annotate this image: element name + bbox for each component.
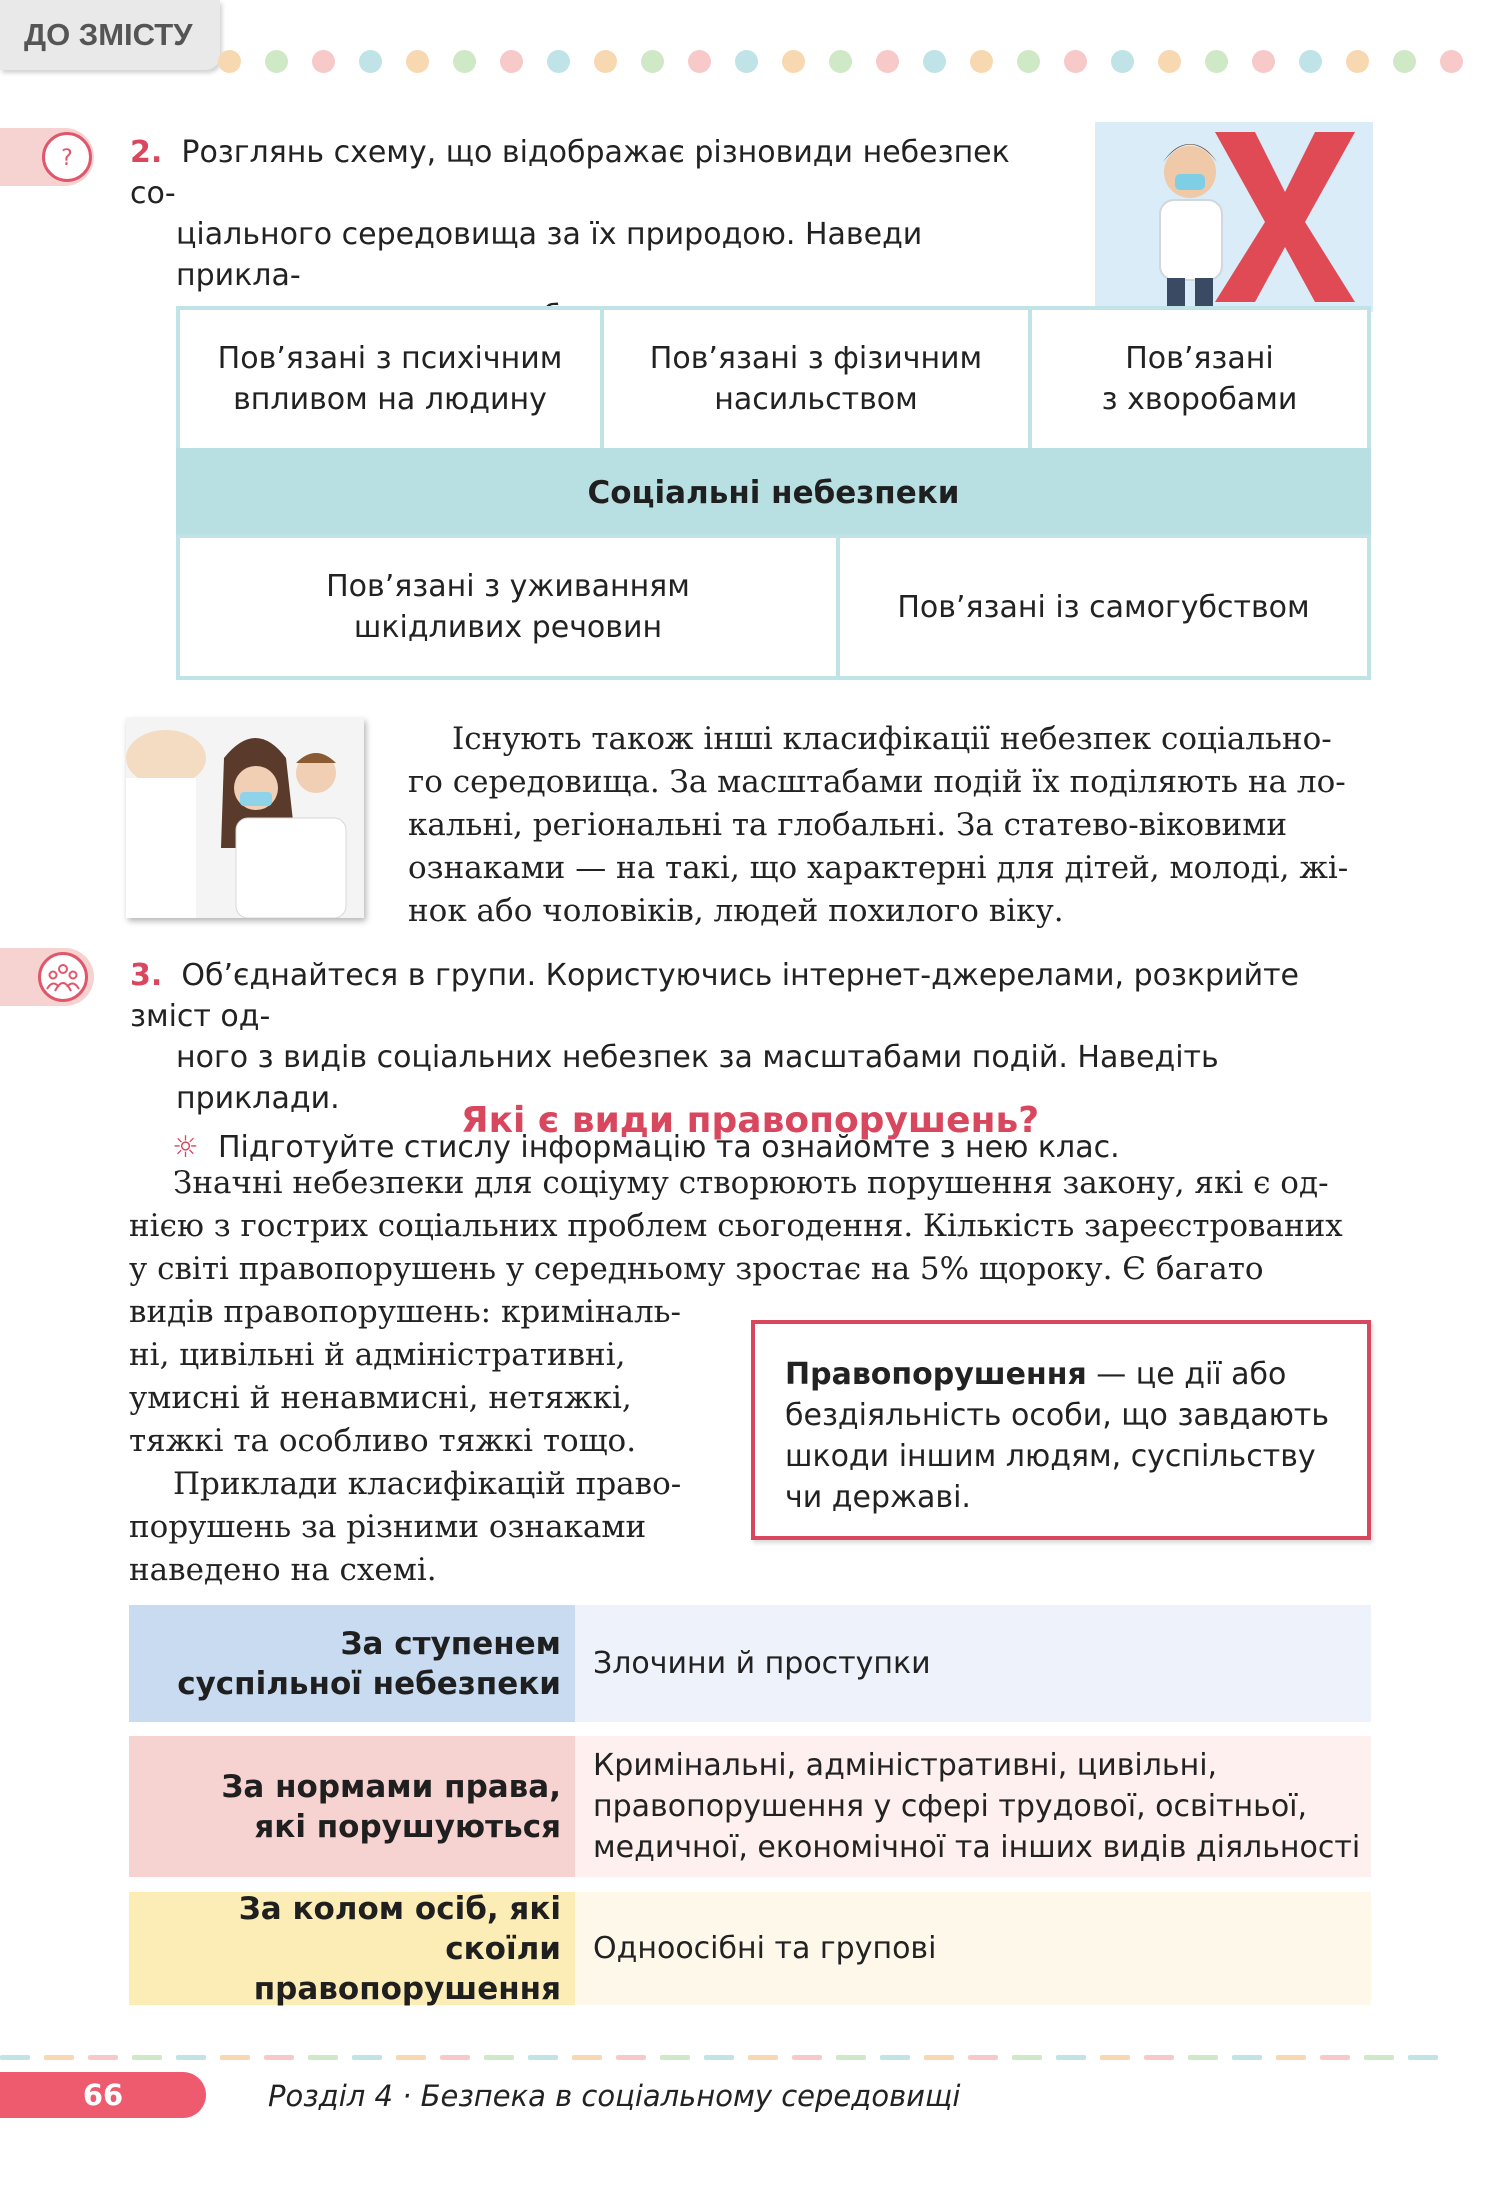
- group-icon: [38, 952, 88, 1002]
- paragraph-line: кальні, регіональні та глобальні. За статево-віковими: [408, 807, 1287, 843]
- paragraph-line: у світі правопорушень у середньому зростає на 5% щороку. Є багато: [129, 1251, 1264, 1287]
- definition-text: бездіяльність особи, що завдають: [785, 1398, 1329, 1433]
- scheme-cell: Пов’язані із самогубством: [836, 534, 1371, 680]
- paragraph-line: порушень за різними ознаками: [129, 1509, 647, 1545]
- classification-row: [129, 1892, 1371, 2005]
- definition-box: [751, 1320, 1371, 1540]
- classification-row: [129, 1605, 1371, 1722]
- task-2-line: Розглянь схему, що відображає різновиди небезпек со-: [130, 135, 1010, 211]
- decorative-dots: [218, 50, 1463, 74]
- footer-divider: [0, 2055, 1500, 2060]
- classification-paragraph: [408, 718, 1371, 933]
- social-dangers-scheme: [176, 306, 1371, 680]
- classification-value: Злочини й проступки: [575, 1605, 1371, 1722]
- classification-value: Одноосібні та групові: [575, 1892, 1371, 2005]
- svg-text:?: ?: [61, 146, 73, 171]
- classification-label: За ступенем суспільної небезпеки: [129, 1605, 575, 1722]
- task-3-note: Підготуйте стислу інформацію та ознайомте з нею клас.: [217, 1130, 1120, 1165]
- paragraph-line: нок або чоловіків, людей похилого віку.: [408, 893, 1064, 929]
- sun-icon: ☼: [172, 1130, 199, 1165]
- paragraph-line: умисні й ненавмисні, нетяжкі,: [129, 1380, 632, 1416]
- paragraph-line: ознаками — на такі, що характерні для дітей, молоді, жі-: [408, 850, 1349, 886]
- section-title-footer: Розділ 4 · Безпека в соціальному середовищі: [268, 2079, 961, 2113]
- page-number: 66: [0, 2072, 206, 2118]
- paragraph-line: Значні небезпеки для соціуму створюють порушення закону, які є од-: [173, 1165, 1329, 1201]
- toc-link[interactable]: ДО ЗМІСТУ: [0, 0, 220, 70]
- task-3-line: ного з видів соціальних небезпек за масштабами подій. Наведіть приклади.: [176, 1040, 1219, 1116]
- paragraph-line: наведено на схемі.: [129, 1552, 437, 1588]
- scheme-cell: Пов’язані з уживанням шкідливих речовин: [176, 534, 840, 680]
- classification-label: За колом осіб, які скоїли правопорушення: [129, 1892, 575, 2005]
- task-2-number: 2.: [130, 135, 163, 170]
- classification-row: [129, 1736, 1371, 1877]
- scheme-cell: Пов’язані з хворобами: [1028, 306, 1371, 452]
- section-heading: Які є види правопорушень?: [460, 1100, 1040, 1141]
- scheme-cell: Пов’язані з психічним впливом на людину: [176, 306, 604, 452]
- question-icon: [42, 132, 92, 182]
- definition-text: шкоди іншим людям, суспільству: [785, 1439, 1316, 1474]
- family-photo: [126, 718, 364, 918]
- paragraph-line: нією з гострих соціальних проблем сьогодення. Кількість зареєстрованих: [129, 1208, 1343, 1244]
- paragraph-line: Приклади класифікацій право-: [173, 1466, 682, 1502]
- definition-text: чи державі.: [785, 1480, 971, 1515]
- offenses-paragraph-left: [129, 1291, 720, 1592]
- classification-label: За нормами права, які порушуються: [129, 1736, 575, 1877]
- classification-value: Кримінальні, адміністративні, цивільні, правопорушення у сфері трудової, освітньої, медичної, економічної та інших видів діяльності: [575, 1736, 1371, 1877]
- paragraph-line: ні, цивільні й адміністративні,: [129, 1337, 626, 1373]
- definition-text: — це дії або: [1086, 1357, 1287, 1392]
- scheme-cell: Пов’язані з фізичним насильством: [600, 306, 1032, 452]
- paragraph-line: видів правопорушень: криміналь-: [129, 1294, 682, 1330]
- paragraph-line: Існують також інші класифікації небезпек соціально-: [452, 721, 1332, 757]
- offenses-paragraph: [129, 1162, 1371, 1291]
- paragraph-line: тяжкі та особливо тяжкі тощо.: [129, 1423, 637, 1459]
- definition-term: Правопорушення: [785, 1357, 1087, 1392]
- task-3-number: 3.: [130, 958, 163, 993]
- paragraph-line: го середовища. За масштабами подій їх поділяють на ло-: [408, 764, 1346, 800]
- doctor-illustration: [1095, 122, 1373, 312]
- task-2-line: ціального середовища за їх природою. Наведи прикла-: [176, 217, 923, 293]
- task-3-line: Об’єднайтеся в групи. Користуючись інтернет-джерелами, розкрийте зміст од-: [130, 958, 1300, 1034]
- scheme-center-label: Соціальні небезпеки: [176, 448, 1371, 538]
